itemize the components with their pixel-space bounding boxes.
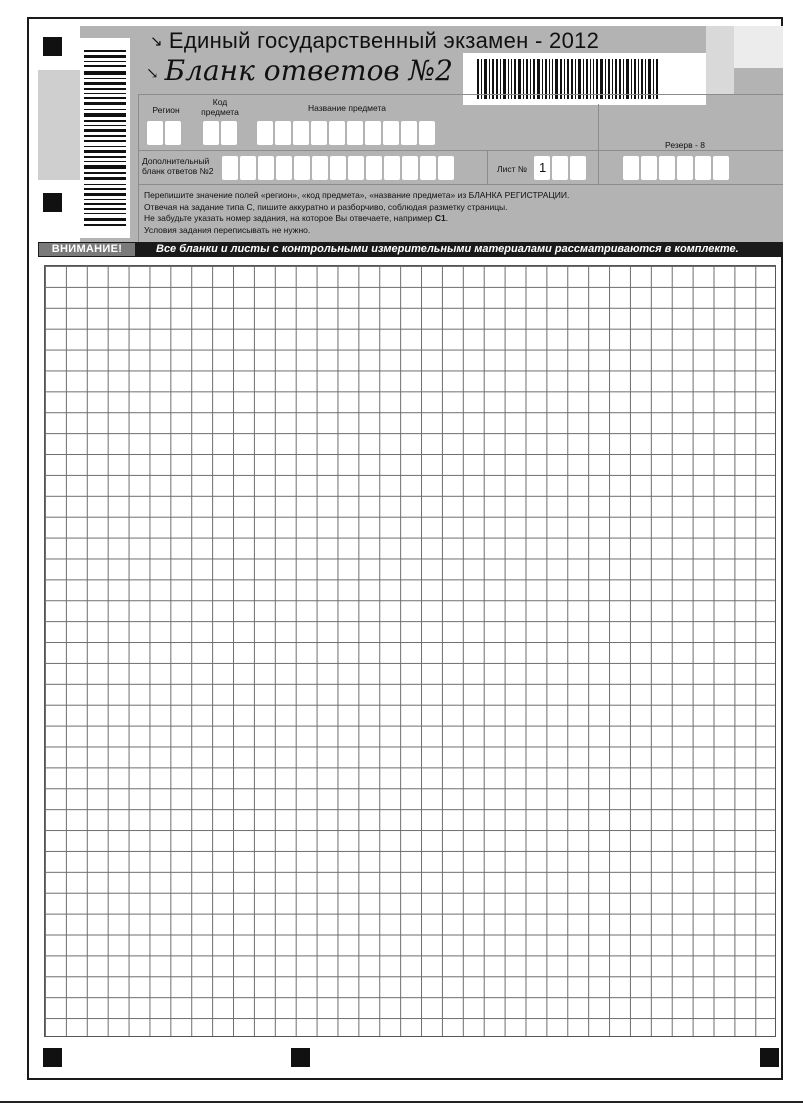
barcode-bar — [84, 150, 126, 153]
barcode-bar — [84, 109, 126, 110]
barcode-bar — [641, 59, 643, 99]
barcode-bar — [84, 135, 126, 137]
barcode-bar — [84, 93, 126, 94]
barcode-bar — [593, 59, 594, 99]
instruction-example: С1 — [434, 213, 446, 223]
additional-form-cell[interactable] — [276, 156, 292, 180]
form-title — [146, 54, 453, 87]
barcode-bar — [84, 224, 126, 226]
reserve-cell[interactable] — [713, 156, 729, 180]
barcode-bar — [608, 59, 610, 99]
barcode-bar — [508, 59, 509, 99]
barcode-bar — [560, 59, 562, 99]
reserve-cell[interactable] — [659, 156, 675, 180]
region-input[interactable] — [147, 121, 181, 145]
reserve-cell[interactable] — [677, 156, 693, 180]
barcode-bar — [511, 59, 512, 99]
vertical-barcode — [80, 38, 130, 238]
subject-name-cell[interactable] — [347, 121, 363, 145]
subject-name-cell[interactable] — [401, 121, 417, 145]
barcode-bar — [84, 203, 126, 205]
barcode-bar — [84, 65, 126, 67]
alignment-marker-bottom-right — [760, 1048, 779, 1067]
reserve-label: Резерв - 8 — [665, 140, 705, 150]
barcode-bar — [578, 59, 581, 99]
exam-title-text: Единый государственный экзамен - 2012 — [168, 28, 600, 53]
sheet-number-cell[interactable] — [552, 156, 568, 180]
barcode-bar — [84, 71, 126, 75]
barcode-bar — [496, 59, 498, 99]
region-cell[interactable] — [165, 121, 181, 145]
barcode-bar — [84, 55, 126, 58]
reserve-cell[interactable] — [695, 156, 711, 180]
barcode-bar — [492, 59, 494, 99]
additional-form-label: Дополнительный бланк ответов №2 — [142, 156, 214, 176]
subject-code-cell[interactable] — [203, 121, 219, 145]
barcode-bar — [84, 199, 126, 200]
barcode-bar — [481, 59, 482, 99]
barcode-bar — [84, 113, 126, 117]
header-divider-3 — [138, 184, 783, 185]
barcode-bar — [84, 146, 126, 147]
header-divider-v2 — [598, 104, 599, 184]
attention-label: ВНИМАНИЕ! — [39, 243, 135, 256]
barcode-bar — [84, 193, 126, 196]
subject-name-cell[interactable] — [419, 121, 435, 145]
subject-name-input[interactable] — [257, 121, 435, 145]
arrow-icon: ↘ — [146, 64, 159, 82]
alignment-marker-bottom-center — [291, 1048, 310, 1067]
answer-grid[interactable] — [44, 265, 776, 1037]
header-divider-v3 — [487, 150, 488, 184]
barcode-bar — [619, 59, 621, 99]
barcode-bar — [549, 59, 550, 99]
barcode-bar — [555, 59, 558, 99]
barcode-bar — [84, 102, 126, 105]
barcode-bar — [571, 59, 573, 99]
region-cell[interactable] — [147, 121, 163, 145]
sheet-number-input[interactable] — [534, 156, 586, 180]
barcode-bar — [583, 59, 584, 99]
reserve-input[interactable] — [623, 156, 729, 180]
reserve-cell[interactable] — [641, 156, 657, 180]
barcode-bar — [533, 59, 535, 99]
barcode-bar — [626, 59, 629, 99]
barcode-bar — [84, 129, 126, 132]
barcode-bar — [523, 59, 524, 99]
barcode-bar — [477, 59, 479, 99]
barcode-bar — [537, 59, 540, 99]
barcode-bar — [518, 59, 521, 99]
additional-form-cell[interactable] — [366, 156, 382, 180]
additional-form-cell[interactable] — [402, 156, 418, 180]
barcode-bar — [631, 59, 632, 99]
barcode-bar — [648, 59, 651, 99]
barcode-bar — [526, 59, 528, 99]
barcode-bar — [84, 61, 126, 62]
barcode-bar — [575, 59, 576, 99]
instruction-line-2: Отвечая на задание типа С, пишите аккуратно и разборчиво, соблюдая разметку страницы. — [144, 201, 508, 212]
barcode-bar — [542, 59, 543, 99]
header-divider-1 — [138, 94, 783, 95]
barcode-bar — [84, 140, 126, 142]
instructions — [144, 190, 569, 236]
sheet-number-cell[interactable] — [570, 156, 586, 180]
barcode-bar — [623, 59, 624, 99]
additional-form-cell[interactable] — [384, 156, 400, 180]
barcode-bar — [567, 59, 569, 99]
header-corner-shade-light — [734, 26, 783, 68]
barcode-bar — [552, 59, 553, 99]
exam-title — [150, 28, 599, 54]
instruction-line-3-end: . — [445, 213, 449, 223]
header-divider-2 — [138, 150, 783, 151]
sheet-number-value: 1 — [539, 160, 547, 175]
barcode-bar — [590, 59, 591, 99]
additional-form-cell[interactable] — [294, 156, 310, 180]
barcode-bar — [634, 59, 636, 99]
barcode-bar — [489, 59, 490, 99]
reserve-cell[interactable] — [623, 156, 639, 180]
additional-form-cell[interactable] — [438, 156, 454, 180]
arrow-icon: ↘ — [150, 33, 163, 50]
barcode-bar — [545, 59, 547, 99]
barcode-bar — [645, 59, 646, 99]
header-corner-shade — [706, 26, 734, 94]
sheet-label: Лист № — [497, 164, 527, 174]
barcode-bar — [84, 78, 126, 79]
form-title-text: Бланк ответов №2 — [164, 54, 453, 87]
additional-form-cell[interactable] — [312, 156, 328, 180]
region-label: Регион — [152, 105, 180, 115]
barcode-bar — [600, 59, 603, 99]
subject-code-input[interactable] — [203, 121, 237, 145]
sheet-number-cell[interactable] — [534, 156, 550, 180]
barcode-bar — [656, 59, 658, 99]
barcode-bar — [503, 59, 506, 99]
barcode-bar — [84, 161, 126, 162]
barcode-bar — [84, 125, 126, 126]
barcode-bar — [84, 156, 126, 158]
attention-text: Все бланки и листы с контрольными измерительными материалами рассматриваются в комплекте. — [156, 243, 739, 255]
subject-name-cell[interactable] — [275, 121, 291, 145]
instruction-line-4: Условия задания переписывать не нужно. — [144, 224, 311, 235]
instruction-line-1: Перепишите значение полей «регион», «код предмета», «название предмета» из БЛАНКА РЕГИСТРАЦИИ. — [144, 190, 570, 200]
alignment-marker-mid-left — [43, 193, 62, 212]
header-divider-v1 — [138, 94, 139, 242]
barcode-bar — [84, 97, 126, 99]
additional-form-cell[interactable] — [222, 156, 238, 180]
subject-name-cell[interactable] — [293, 121, 309, 145]
additional-form-cell[interactable] — [348, 156, 364, 180]
barcode-bar — [84, 213, 126, 214]
bottom-rule — [0, 1101, 803, 1103]
barcode-bar — [84, 208, 126, 210]
barcode-bar — [530, 59, 531, 99]
subject-code-cell[interactable] — [221, 121, 237, 145]
subject-name-cell[interactable] — [329, 121, 345, 145]
barcode-bar — [586, 59, 588, 99]
barcode-bar — [500, 59, 501, 99]
barcode-bar — [615, 59, 617, 99]
instruction-line-3 — [144, 213, 569, 225]
barcode-bar — [84, 184, 126, 185]
barcode-bar — [84, 120, 126, 122]
barcode-bar — [84, 177, 126, 180]
barcode-bar — [596, 59, 598, 99]
subject-name-cell[interactable] — [311, 121, 327, 145]
barcode-bar — [84, 50, 126, 52]
alignment-marker-bottom-left — [43, 1048, 62, 1067]
additional-form-cell[interactable] — [240, 156, 256, 180]
barcode-bar — [564, 59, 565, 99]
subject-name-label: Название предмета — [308, 103, 386, 113]
barcode-bar — [84, 218, 126, 221]
barcode-bar — [84, 82, 126, 85]
barcode-bar — [84, 88, 126, 90]
subject-name-cell[interactable] — [365, 121, 381, 145]
instruction-line-3-text: Не забудьте указать номер задания, на которое Вы отвечаете, например — [144, 213, 435, 223]
additional-form-cell[interactable] — [258, 156, 274, 180]
additional-form-cell[interactable] — [420, 156, 436, 180]
barcode-bar — [84, 165, 126, 169]
additional-form-input[interactable] — [222, 156, 454, 180]
barcode-bar — [84, 172, 126, 174]
barcode-bar — [484, 59, 487, 99]
subject-code-label: Код предмета — [201, 97, 239, 117]
barcode-bar — [84, 188, 126, 190]
side-strip — [38, 70, 80, 180]
subject-name-cell[interactable] — [383, 121, 399, 145]
barcode-bar — [605, 59, 606, 99]
additional-form-cell[interactable] — [330, 156, 346, 180]
barcode-bar — [638, 59, 639, 99]
barcode-bar — [653, 59, 654, 99]
alignment-marker-top-left — [43, 37, 62, 56]
barcode-bar — [612, 59, 613, 99]
barcode-bar — [514, 59, 516, 99]
subject-name-cell[interactable] — [257, 121, 273, 145]
horizontal-barcode — [463, 53, 706, 105]
